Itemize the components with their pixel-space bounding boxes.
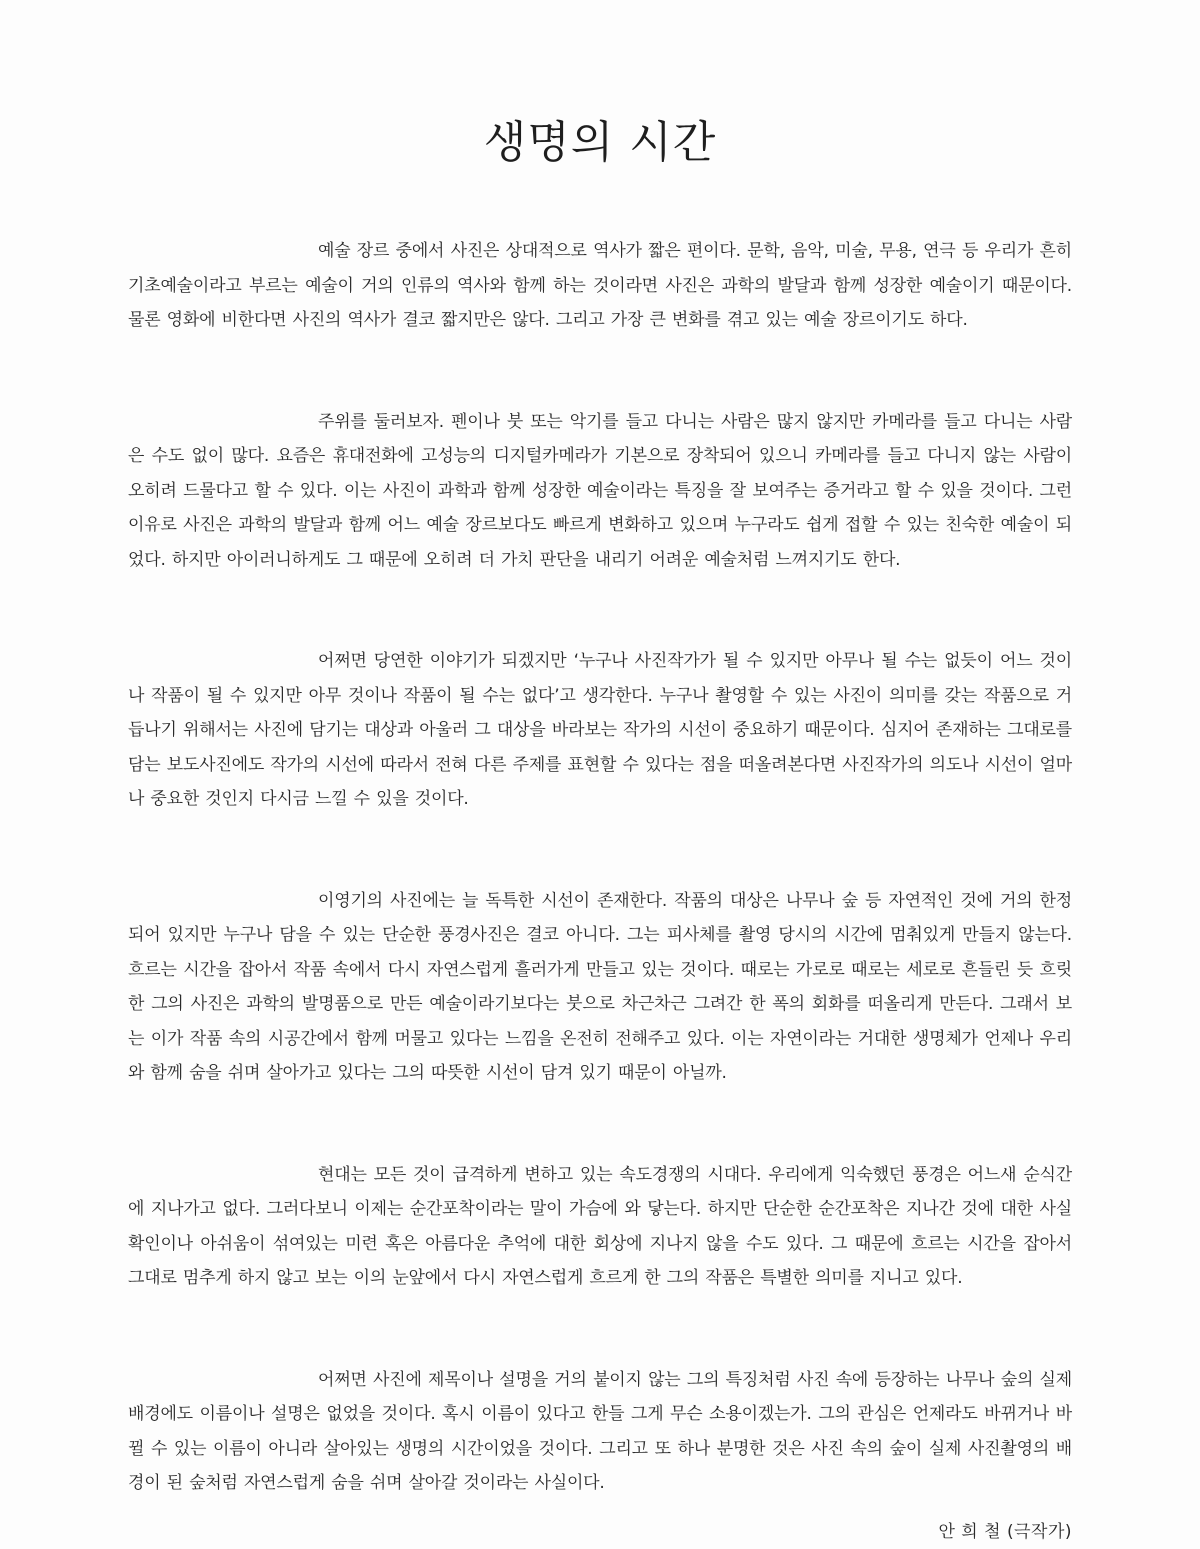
paragraph-4: 이영기의 사진에는 늘 독특한 시선이 존재한다. 작품의 대상은 나무나 숲 등 자연적인 것에 거의 한정되어 있지만 누구나 담을 수 있는 단순한 풍경사진은 결코 아니다. 그는 피사체를 촬영 당시의 시간에 멈춰있게 만들지 않는다. 흐르는 시간을 잡아서 작품 속에서 다시 자연스럽게 흘러가게 만들고 있는 것이다. 때로는 가로로 때로는 세로로 흔들린 듯 흐릿한 그의 사진은 과학의 발명품으로 만든 예술이라기보다는 붓으로 차근차근 그려간 한 폭의 회화를 떠올리게 만든다. 그래서 보는 이가 작품 속의 시공간에서 함께 머물고 있다는 느낌을 온전히 전해주고 있다. 이는 자연이라는 거대한 생명체가 언제나 우리와 함께 숨을 쉬며 살아가고 있다는 그의 따뜻한 시선이 담겨 있기 때문이 아닐까.: [128, 890, 1072, 1083]
document-title: 생명의 시간: [483, 117, 717, 168]
paragraph-6: 어쩌면 사진에 제목이나 설명을 거의 붙이지 않는 그의 특징처럼 사진 속에 등장하는 나무나 숲의 실제 배경에도 이름이나 설명은 없었을 것이다. 혹시 이름이 있다고 한들 그게 무슨 소용이겠는가. 그의 관심은 언제라도 바뀌거나 바뀔 수 있는 이름이 아니라 살아있는 생명의 시간이었을 것이다. 그리고 또 하나 분명한 것은 사진 속의 숲이 실제 사진촬영의 배경이 된 숲처럼 자연스럽게 숨을 쉬며 살아갈 것이라는 사실이다.: [128, 1369, 1072, 1493]
author-signature: 안 희 철 (극작가): [938, 1521, 1072, 1542]
document-body: [128, 234, 1072, 1501]
paragraph-5: 현대는 모든 것이 급격하게 변하고 있는 속도경쟁의 시대다. 우리에게 익숙했던 풍경은 어느새 순식간에 지나가고 없다. 그러다보니 이제는 순간포착이라는 말이 가슴에 와 닿는다. 하지만 단순한 순간포착은 지나간 것에 대한 사실 확인이나 아쉬움이 섞여있는 미련 혹은 아름다운 추억에 대한 회상에 지나지 않을 수도 있다. 그 때문에 흐르는 시간을 잡아서 그대로 멈추게 하지 않고 보는 이의 눈앞에서 다시 자연스럽게 흐르게 한 그의 작품은 특별한 의미를 지니고 있다.: [128, 1164, 1072, 1288]
paragraph-2: 주위를 둘러보자. 펜이나 붓 또는 악기를 들고 다니는 사람은 많지 않지만 카메라를 들고 다니는 사람은 수도 없이 많다. 요즘은 휴대전화에 고성능의 디지털카메라가 기본으로 장착되어 있으니 카메라를 들고 다니지 않는 사람이 오히려 드물다고 할 수 있다. 이는 사진이 과학과 함께 성장한 예술이라는 특징을 잘 보여주는 증거라고 할 수 있을 것이다. 그런 이유로 사진은 과학의 발달과 함께 어느 예술 장르보다도 빠르게 변화하고 있으며 누구라도 쉽게 접할 수 있는 친숙한 예술이 되었다. 하지만 아이러니하게도 그 때문에 오히려 더 가치 판단을 내리기 어려운 예술처럼 느껴지기도 한다.: [128, 411, 1072, 570]
paragraph-3: 어쩌면 당연한 이야기가 되겠지만 ‘누구나 사진작가가 될 수 있지만 아무나 될 수는 없듯이 어느 것이나 작품이 될 수 있지만 아무 것이나 작품이 될 수는 없다’고 생각한다. 누구나 촬영할 수 있는 사진이 의미를 갖는 작품으로 거듭나기 위해서는 사진에 담기는 대상과 아울러 그 대상을 바라보는 작가의 시선이 중요하기 때문이다. 심지어 존재하는 그대로를 담는 보도사진에도 작가의 시선에 따라서 전혀 다른 주제를 표현할 수 있다는 점을 떠올려본다면 사진작가의 의도나 시선이 얼마나 중요한 것인지 다시금 느낄 수 있을 것이다.: [128, 651, 1072, 809]
paragraph-1: 예술 장르 중에서 사진은 상대적으로 역사가 짧은 편이다. 문학, 음악, 미술, 무용, 연극 등 우리가 흔히 기초예술이라고 부르는 예술이 거의 인류의 역사와 함께 하는 것이라면 사진은 과학의 발달과 함께 성장한 예술이기 때문이다. 물론 영화에 비한다면 사진의 역사가 결코 짧지만은 않다. 그리고 가장 큰 변화를 겪고 있는 예술 장르이기도 하다.: [128, 241, 1072, 330]
